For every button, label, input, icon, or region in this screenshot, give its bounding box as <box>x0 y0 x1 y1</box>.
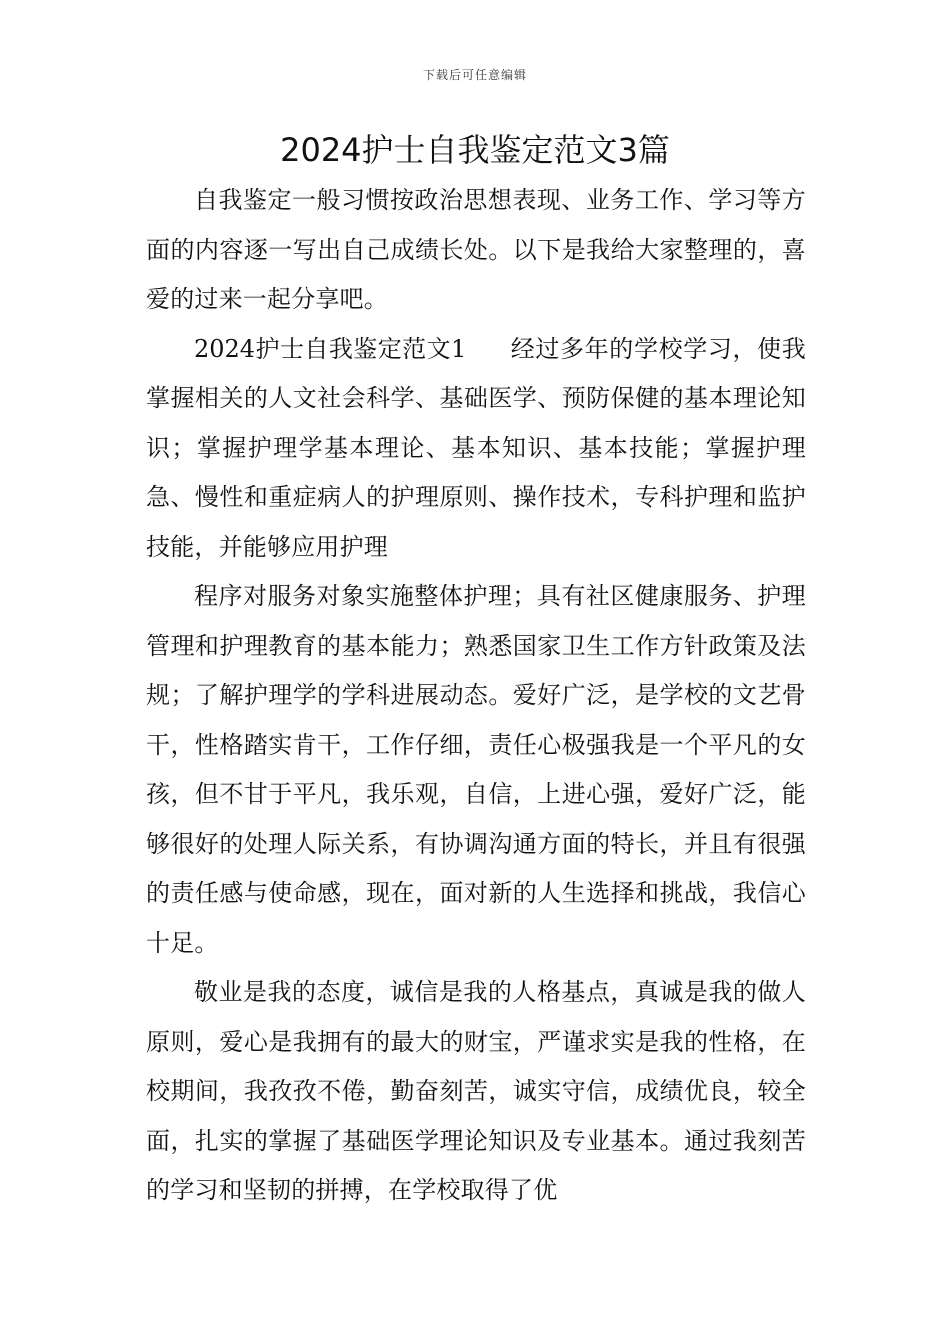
paragraph-3: 敬业是我的态度，诚信是我的人格基点，真诚是我的做人原则，爱心是我拥有的最大的财宝，严谨求实是我的性格，在校期间，我孜孜不倦，勤奋刻苦，诚实守信，成绩优良，较全面，扎实的掌握了基础医学理论知识及专业基本。通过我刻苦的学习和坚韧的拼搏，在学校取得了优 <box>146 978 806 1204</box>
paragraph-2: 程序对服务对象实施整体护理；具有社区健康服务、护理管理和护理教育的基本能力；熟悉国家卫生工作方针政策及法规；了解护理学的学科进展动态。爱好广泛，是学校的文艺骨干，性格踏实肯干，工作仔细，责任心极强我是一个平凡的女孩，但不甘于平凡，我乐观，自信，上进心强，爱好广泛，能够很好的处理人际关系，有协调沟通方面的特长，并且有很强的责任感与使命感，现在，面对新的人生选择和挑战，我信心十足。 <box>146 582 806 957</box>
document-body <box>146 176 806 1216</box>
document-title: 2024护士自我鉴定范文3篇 <box>280 131 670 169</box>
section1-heading: 2024护士自我鉴定范文1 <box>194 334 467 363</box>
header-note: 下载后可任意编辑 <box>422 68 527 82</box>
section1-paragraph <box>146 325 806 573</box>
section1-lead-text: 经过多年的学校学习，使我掌握相关的人文社会科学、基础医学、预防保健的基本理论知识；掌握护理学基本理论、基本知识、基本技能；掌握护理急、慢性和重症病人的护理原则、操作技术，专科护理和监护技能，并能够应用护理 <box>146 334 806 561</box>
intro-paragraph: 自我鉴定一般习惯按政治思想表现、业务工作、学习等方面的内容逐一写出自己成绩长处。以下是我给大家整理的，喜爱的过来一起分享吧。 <box>146 186 806 313</box>
